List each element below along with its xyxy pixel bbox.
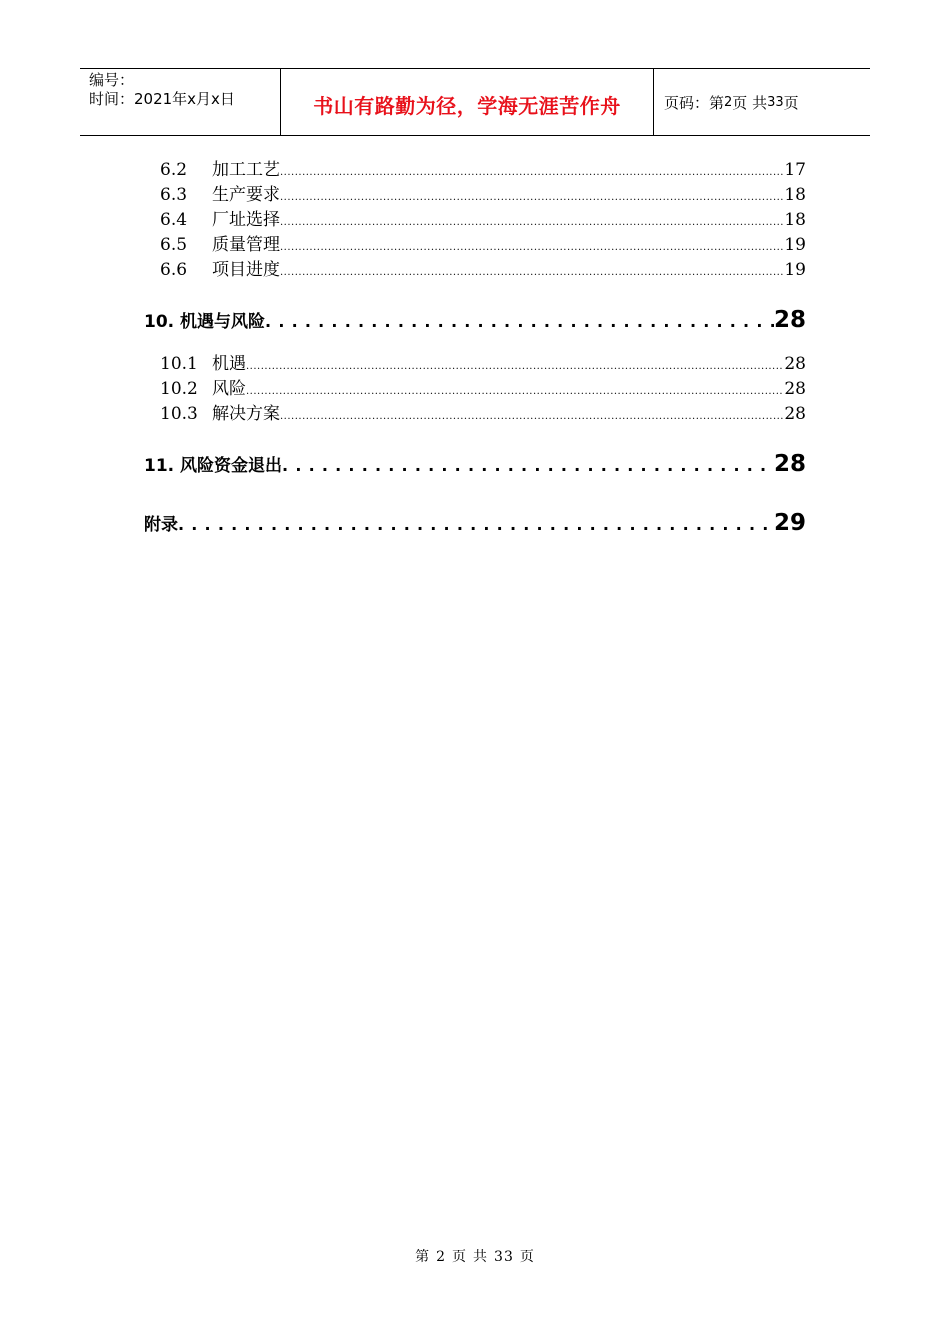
toc-entry-number: 6.2 bbox=[160, 160, 188, 180]
toc-entry-page: 28 bbox=[784, 379, 806, 399]
time-label: 时间：2021年x月x日 bbox=[89, 90, 235, 108]
toc-entry-number: 6.4 bbox=[160, 210, 188, 230]
toc-entry-title: 生产要求 bbox=[212, 185, 280, 205]
toc-section-title: 附录 bbox=[144, 515, 178, 535]
toc-entry-title: 加工工艺 bbox=[212, 160, 280, 180]
footer-suffix: 页 bbox=[519, 1249, 535, 1265]
toc-entry-title: 风险 bbox=[212, 379, 246, 399]
toc-section-page: 29 bbox=[773, 510, 806, 536]
toc-entry-title: 项目进度 bbox=[212, 260, 280, 280]
header-meta bbox=[80, 69, 281, 135]
toc-entry-page: 28 bbox=[784, 404, 806, 424]
toc-entry-page: 17 bbox=[784, 160, 806, 180]
header-motto-cell bbox=[281, 69, 654, 135]
dot-leader bbox=[265, 307, 774, 337]
toc-entry-number: 6.6 bbox=[160, 260, 188, 280]
dot-leader bbox=[280, 236, 784, 260]
toc-entry-number: 6.3 bbox=[160, 185, 188, 205]
page-header bbox=[80, 68, 870, 136]
page-total: 33 bbox=[767, 94, 784, 110]
toc-entry[interactable] bbox=[160, 183, 806, 207]
toc-entry-page: 28 bbox=[784, 354, 806, 374]
toc-section-11[interactable] bbox=[144, 449, 806, 479]
toc-entry-title: 机遇 bbox=[212, 354, 246, 374]
dot-leader bbox=[280, 261, 784, 285]
toc-section-title: 11. 风险资金退出 bbox=[144, 456, 283, 476]
motto: 书山有路勤为径，学海无涯苦作舟 bbox=[313, 93, 621, 118]
toc-entry[interactable] bbox=[160, 258, 806, 282]
page-suffix: 页 bbox=[783, 93, 799, 112]
toc-entry[interactable] bbox=[160, 377, 806, 401]
dot-leader bbox=[246, 380, 784, 404]
serial-label: 编号： bbox=[89, 71, 135, 89]
toc-entry[interactable] bbox=[160, 233, 806, 257]
header-page-info bbox=[654, 69, 870, 135]
toc-entry-number: 6.5 bbox=[160, 235, 188, 255]
toc-entry-page: 18 bbox=[784, 210, 806, 230]
toc-appendix[interactable] bbox=[144, 508, 806, 538]
page-footer bbox=[0, 1246, 950, 1266]
toc-entry-title: 解决方案 bbox=[212, 404, 280, 424]
dot-leader bbox=[280, 161, 784, 185]
dot-leader bbox=[280, 186, 784, 210]
footer-mid2: 共 bbox=[473, 1249, 489, 1265]
toc-entry[interactable] bbox=[160, 402, 806, 426]
toc-entry-page: 18 bbox=[784, 185, 806, 205]
toc-entry-number: 10.2 bbox=[160, 379, 198, 399]
toc-entry-number: 10.1 bbox=[160, 354, 198, 374]
footer-total: 33 bbox=[494, 1249, 514, 1265]
toc-entry[interactable] bbox=[160, 352, 806, 376]
toc-entry[interactable] bbox=[160, 158, 806, 182]
page-mid: 页 共 bbox=[732, 93, 768, 112]
dot-leader bbox=[280, 405, 784, 429]
toc-entry[interactable] bbox=[160, 208, 806, 232]
toc-section-page: 28 bbox=[773, 451, 806, 477]
toc-entry-page: 19 bbox=[784, 260, 806, 280]
toc-section-10[interactable] bbox=[144, 305, 806, 335]
toc-entry-title: 质量管理 bbox=[212, 235, 280, 255]
footer-page: 2 bbox=[436, 1249, 447, 1265]
toc-entry-title: 厂址选择 bbox=[212, 210, 280, 230]
page-number: 2 bbox=[724, 94, 733, 110]
page-prefix: 页码：第 bbox=[664, 93, 725, 112]
dot-leader bbox=[282, 451, 774, 481]
toc-entry-page: 19 bbox=[784, 235, 806, 255]
dot-leader bbox=[280, 211, 784, 235]
toc-section-title: 10. 机遇与风险 bbox=[144, 312, 266, 332]
dot-leader bbox=[246, 355, 784, 379]
toc-entry-number: 10.3 bbox=[160, 404, 198, 424]
footer-mid1: 页 bbox=[452, 1249, 468, 1265]
toc-section-page: 28 bbox=[773, 307, 806, 333]
dot-leader bbox=[178, 510, 774, 540]
footer-prefix: 第 bbox=[415, 1249, 431, 1265]
